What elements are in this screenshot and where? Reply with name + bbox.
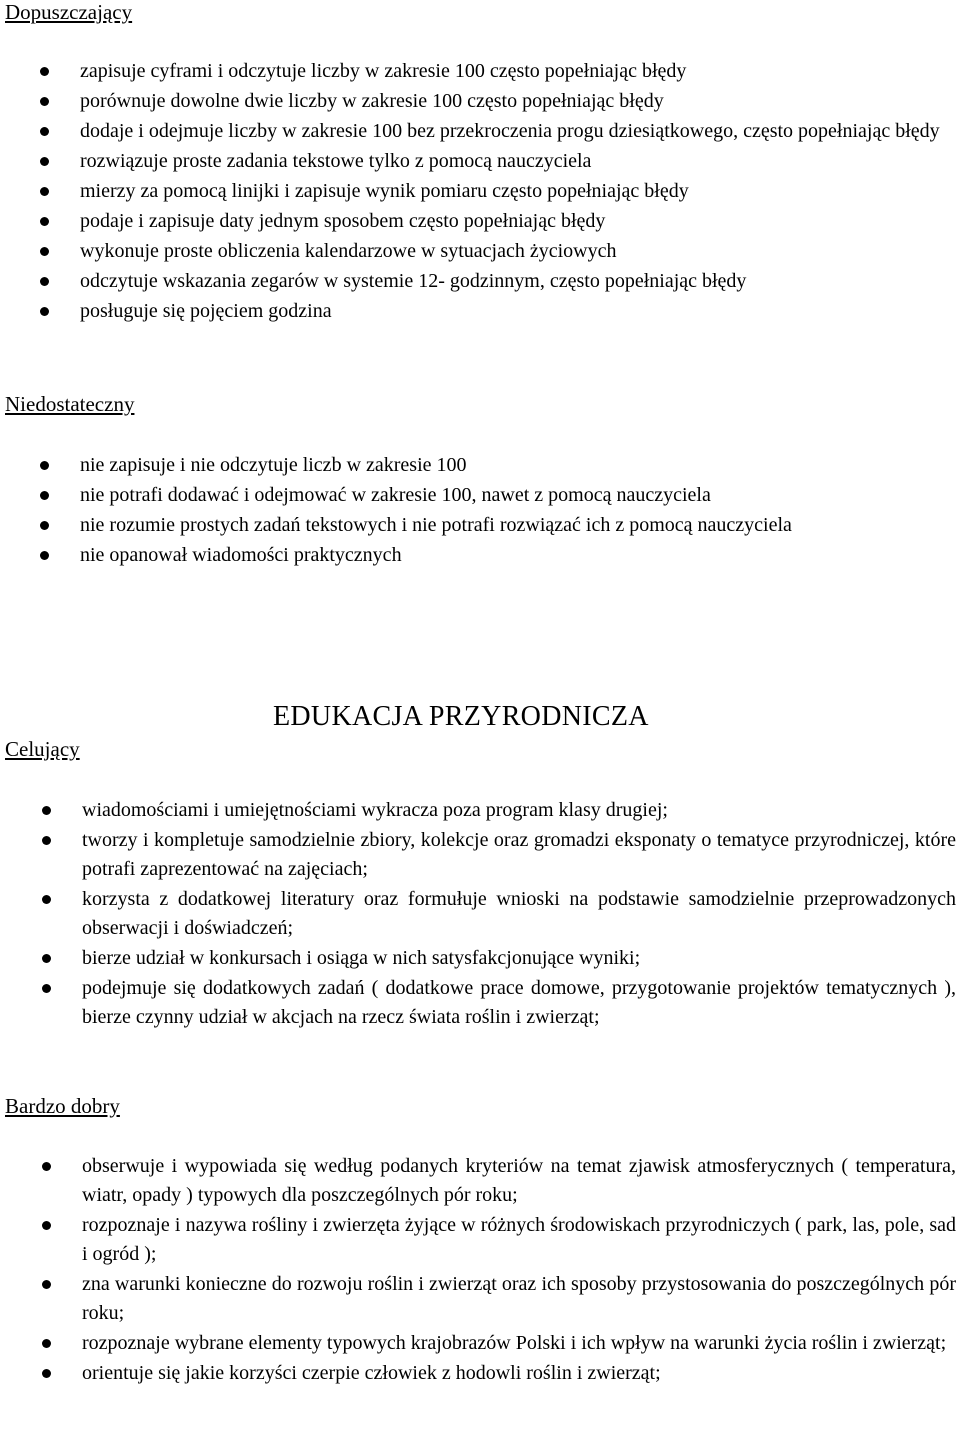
criteria-list-bardzo-dobry <box>82 1152 956 1389</box>
list-item: nie opanował wiadomości praktycznych <box>80 541 956 570</box>
list-item: obserwuje i wypowiada się według podanych kryteriów na temat zjawisk atmosferycznych ( temperatura, wiatr, opady ) typowych dla poszczególnych pór roku; <box>82 1152 956 1210</box>
bullet-icon <box>42 806 51 815</box>
bullet-icon <box>40 97 49 106</box>
list-item: posługuje się pojęciem godzina <box>80 297 950 326</box>
bullet-icon <box>42 954 51 963</box>
grade-heading-niedostateczny: Niedostateczny <box>5 392 135 416</box>
bullet-icon <box>40 157 49 166</box>
list-item: bierze udział w konkursach i osiąga w nich satysfakcjonujące wyniki; <box>82 944 956 973</box>
list-item: zna warunki konieczne do rozwoju roślin i zwierząt oraz ich sposoby przystosowania do poszczególnych pór roku; <box>82 1270 956 1328</box>
bullet-icon <box>42 836 51 845</box>
bullet-icon <box>40 491 49 500</box>
bullet-icon <box>42 1280 51 1289</box>
criteria-list-niedostateczny <box>80 451 956 571</box>
list-item: rozpoznaje i nazywa rośliny i zwierzęta żyjące w różnych środowiskach przyrodniczych ( park, las, pole, sad i ogród ); <box>82 1211 956 1269</box>
grade-heading-bardzo-dobry: Bardzo dobry <box>5 1094 120 1118</box>
list-item: rozpoznaje wybrane elementy typowych krajobrazów Polski i ich wpływ na warunki życia roślin i zwierząt; <box>82 1329 956 1358</box>
bullet-icon <box>42 895 51 904</box>
bullet-icon <box>42 1221 51 1230</box>
bullet-icon <box>40 247 49 256</box>
bullet-icon <box>40 551 49 560</box>
bullet-icon <box>42 1339 51 1348</box>
criteria-list-celujacy <box>82 796 956 1033</box>
bullet-icon <box>40 307 49 316</box>
list-item: wykonuje proste obliczenia kalendarzowe w sytuacjach życiowych <box>80 237 950 266</box>
bullet-icon <box>42 984 51 993</box>
bullet-icon <box>40 187 49 196</box>
list-item: nie potrafi dodawać i odejmować w zakresie 100, nawet z pomocą nauczyciela <box>80 481 956 510</box>
list-item: mierzy za pomocą linijki i zapisuje wynik pomiaru często popełniając błędy <box>80 177 950 206</box>
list-item: korzysta z dodatkowej literatury oraz formułuje wnioski na podstawie samodzielnie przeprowadzonych obserwacji i doświadczeń; <box>82 885 956 943</box>
bullet-icon <box>40 127 49 136</box>
grade-heading-dopuszczajacy: Dopuszczający <box>5 0 133 24</box>
bullet-icon <box>40 277 49 286</box>
list-item: nie zapisuje i nie odczytuje liczb w zakresie 100 <box>80 451 956 480</box>
list-item: porównuje dowolne dwie liczby w zakresie 100 często popełniając błędy <box>80 87 950 116</box>
list-item: wiadomościami i umiejętnościami wykracza poza program klasy drugiej; <box>82 796 956 825</box>
bullet-icon <box>42 1162 51 1171</box>
list-item: nie rozumie prostych zadań tekstowych i nie potrafi rozwiązać ich z pomocą nauczyciela <box>80 511 956 540</box>
list-item: rozwiązuje proste zadania tekstowe tylko z pomocą nauczyciela <box>80 147 950 176</box>
bullet-icon <box>40 217 49 226</box>
list-item: orientuje się jakie korzyści czerpie człowiek z hodowli roślin i zwierząt; <box>82 1359 956 1388</box>
subject-title: EDUKACJA PRZYRODNICZA <box>273 701 649 732</box>
bullet-icon <box>40 67 49 76</box>
bullet-icon <box>40 521 49 530</box>
grade-heading-celujacy: Celujący <box>5 737 80 761</box>
criteria-list-dopuszczajacy <box>80 57 950 327</box>
list-item: odczytuje wskazania zegarów w systemie 12- godzinnym, często popełniając błędy <box>80 267 950 296</box>
bullet-icon <box>42 1369 51 1378</box>
list-item: dodaje i odejmuje liczby w zakresie 100 bez przekroczenia progu dziesiątkowego, często popełniając błędy <box>80 117 950 146</box>
list-item: tworzy i kompletuje samodzielnie zbiory, kolekcje oraz gromadzi eksponaty o tematyce przyrodniczej, które potrafi zaprezentować na zajęciach; <box>82 826 956 884</box>
list-item: podaje i zapisuje daty jednym sposobem często popełniając błędy <box>80 207 950 236</box>
list-item: podejmuje się dodatkowych zadań ( dodatkowe prace domowe, przygotowanie projektów tematycznych ), bierze czynny udział w akcjach na rzecz świata roślin i zwierząt; <box>82 974 956 1032</box>
list-item: zapisuje cyframi i odczytuje liczby w zakresie 100 często popełniając błędy <box>80 57 950 86</box>
bullet-icon <box>40 461 49 470</box>
